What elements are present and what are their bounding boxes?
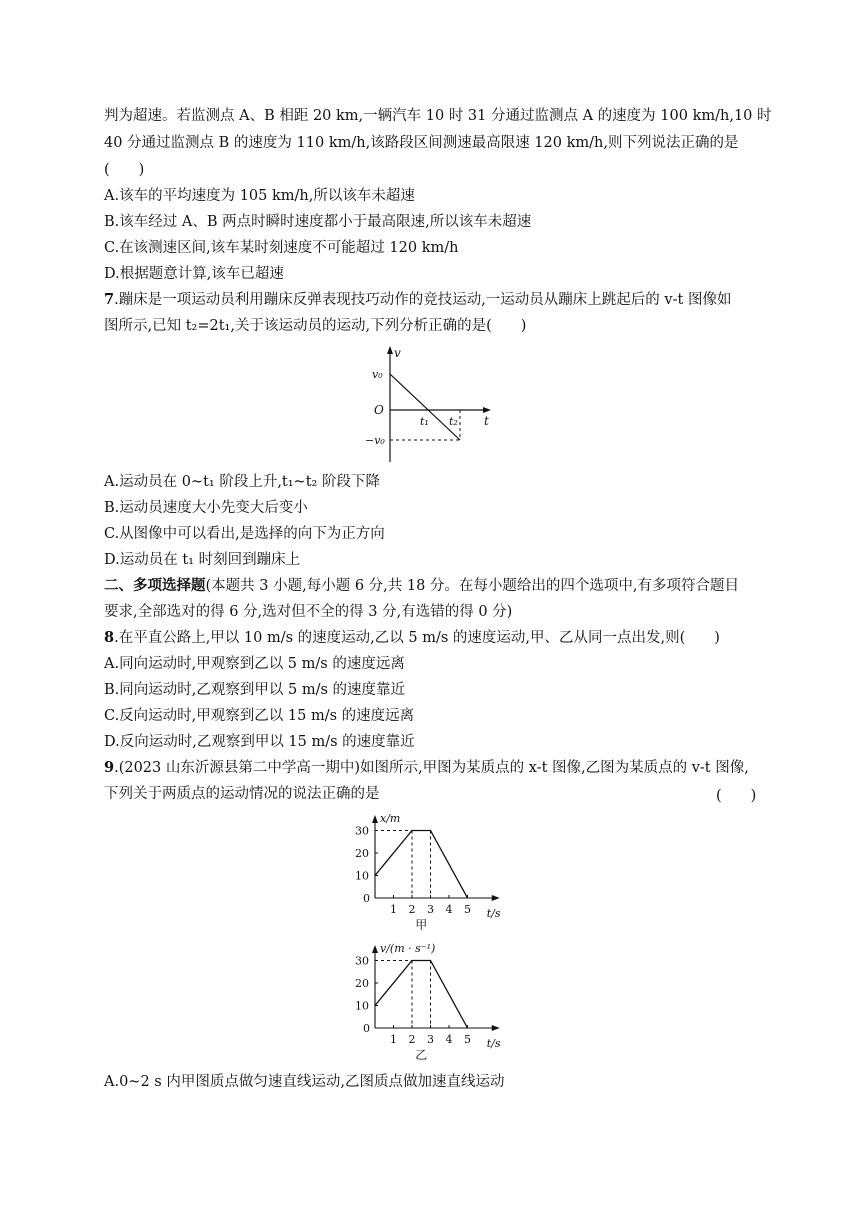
yi-y-tick-label-20: 20 — [355, 977, 369, 990]
q8-option-d: D.反向运动时,乙观察到甲以 15 m/s 的速度靠近 — [104, 734, 415, 750]
yi-origin-label: 0 — [363, 1022, 370, 1035]
jia-origin-label: 0 — [363, 892, 370, 905]
q7-t1-label: t₁ — [420, 415, 429, 428]
q8-option-b: B.同向运动时,乙观察到甲以 5 m/s 的速度靠近 — [104, 682, 406, 698]
yi-x-axis-arrow — [492, 1025, 500, 1031]
yi-caption: 乙 — [415, 1048, 428, 1062]
jia-x-axis-arrow — [492, 895, 500, 901]
q7-v-label: v — [394, 346, 401, 360]
q7-option-d: D.运动员在 t₁ 时刻回到蹦床上 — [104, 552, 301, 568]
q8-stem: 8.在平直公路上,甲以 10 m/s 的速度运动,乙以 5 m/s 的速度运动,甲、乙从同一点出发,则( ) — [104, 629, 720, 646]
q7-option-a: A.运动员在 0~t₁ 阶段上升,t₁~t₂ 阶段下降 — [104, 474, 380, 490]
yi-x-tick-label-2: 2 — [408, 1033, 416, 1046]
jia-series-line — [375, 831, 468, 899]
q7-neg-v0-label: −v₀ — [365, 434, 385, 447]
q7-t-axis-arrow — [483, 407, 491, 413]
q9-option-a: A.0~2 s 内甲图质点做匀速直线运动,乙图质点做加速直线运动 — [104, 1074, 505, 1090]
q7-number: 7 — [104, 291, 115, 308]
q7-t-label: t — [484, 414, 489, 428]
q9-number: 9 — [104, 759, 115, 776]
jia-y-axis-label: x/m — [380, 812, 401, 825]
q7-v-axis-arrow — [387, 346, 393, 354]
yi-y-axis-label: v/(m · s⁻¹) — [380, 942, 436, 955]
yi-x-tick-label-3: 3 — [427, 1033, 434, 1046]
yi-series-line — [375, 961, 468, 1029]
q7-stem-line-1: 7.蹦床是一项运动员利用蹦床反弹表现技巧动作的竞技运动,一运动员从蹦床上跳起后的 v-t 图像如 — [104, 291, 732, 308]
yi-y-tick-label-30: 30 — [355, 954, 369, 968]
jia-y-tick-label-30: 30 — [355, 824, 369, 838]
q7-origin-label: O — [374, 403, 384, 417]
q9-answer-blank: ( ) — [716, 788, 757, 804]
q7-vt-graph — [360, 344, 510, 464]
q7-stem-line-2: 图所示,已知 t₂=2t₁,关于该运动员的运动,下列分析正确的是( ) — [104, 318, 527, 334]
yi-y-tick-label-10: 10 — [355, 999, 369, 1013]
section2-title: 二、多项选择题 — [104, 577, 206, 594]
q9-chart-jia — [350, 810, 520, 935]
jia-x-tick-label-4: 4 — [445, 903, 453, 916]
q9-stem-line-1: 9.(2023 山东沂源县第二中学高一期中)如图所示,甲图为某质点的 x-t 图像,乙图为某质点的 v-t 图像, — [104, 759, 749, 776]
q9-chart-yi — [350, 940, 520, 1065]
jia-x-tick-label-5: 5 — [464, 903, 471, 916]
yi-x-axis-label: t/s — [486, 1037, 501, 1050]
jia-y-axis-arrow — [372, 815, 378, 823]
q9-stem-line-2: 下列关于两质点的运动情况的说法正确的是 — [104, 786, 380, 802]
jia-x-tick-label-3: 3 — [427, 903, 434, 916]
q8-option-c: C.反向运动时,甲观察到乙以 15 m/s 的速度远离 — [104, 708, 415, 724]
q7-option-c: C.从图像中可以看出,是选择的向下为正方向 — [104, 526, 385, 542]
jia-x-tick-label-1: 1 — [390, 903, 397, 916]
q6-stem-line-2: 40 分通过监测点 B 的速度为 110 km/h,该路段区间测速最高限速 120 km/h,则下列说法正确的是 — [104, 135, 739, 151]
q6-option-c: C.在该测速区间,该车某时刻速度不可能超过 120 km/h — [104, 240, 459, 256]
q7-velocity-line — [390, 374, 460, 440]
yi-x-tick-label-4: 4 — [445, 1033, 453, 1046]
q6-stem-line-1: 判为超速。若监测点 A、B 相距 20 km,一辆汽车 10 时 31 分通过监测点 A 的速度为 100 km/h,10 时 — [104, 108, 772, 124]
q8-option-a: A.同向运动时,甲观察到乙以 5 m/s 的速度远离 — [104, 656, 405, 672]
q6-option-a: A.该车的平均速度为 105 km/h,所以该车未超速 — [104, 188, 415, 204]
jia-caption: 甲 — [415, 918, 428, 932]
q8-number: 8 — [104, 629, 115, 646]
yi-x-tick-label-1: 1 — [390, 1033, 397, 1046]
jia-x-tick-label-2: 2 — [408, 903, 416, 916]
q7-option-b: B.运动员速度大小先变大后变小 — [104, 500, 308, 516]
q6-option-d: D.根据题意计算,该车已超速 — [104, 266, 284, 282]
q6-answer-blank: ( ) — [104, 162, 145, 178]
q6-option-b: B.该车经过 A、B 两点时瞬时速度都小于最高限速,所以该车未超速 — [104, 214, 532, 230]
section2-header-line-1: 二、多项选择题(本题共 3 小题,每小题 6 分,共 18 分。在每小题给出的四个选项中,有多项符合题目 — [104, 577, 740, 594]
yi-y-axis-arrow — [372, 945, 378, 953]
jia-y-tick-label-20: 20 — [355, 847, 369, 860]
q7-t2-label: t₂ — [449, 415, 458, 428]
jia-y-tick-label-10: 10 — [355, 869, 369, 883]
jia-x-axis-label: t/s — [486, 907, 501, 920]
section2-header-line-2: 要求,全部选对的得 6 分,选对但不全的得 3 分,有选错的得 0 分) — [104, 604, 513, 620]
q7-v0-label: v₀ — [372, 368, 383, 381]
yi-x-tick-label-5: 5 — [464, 1033, 471, 1046]
